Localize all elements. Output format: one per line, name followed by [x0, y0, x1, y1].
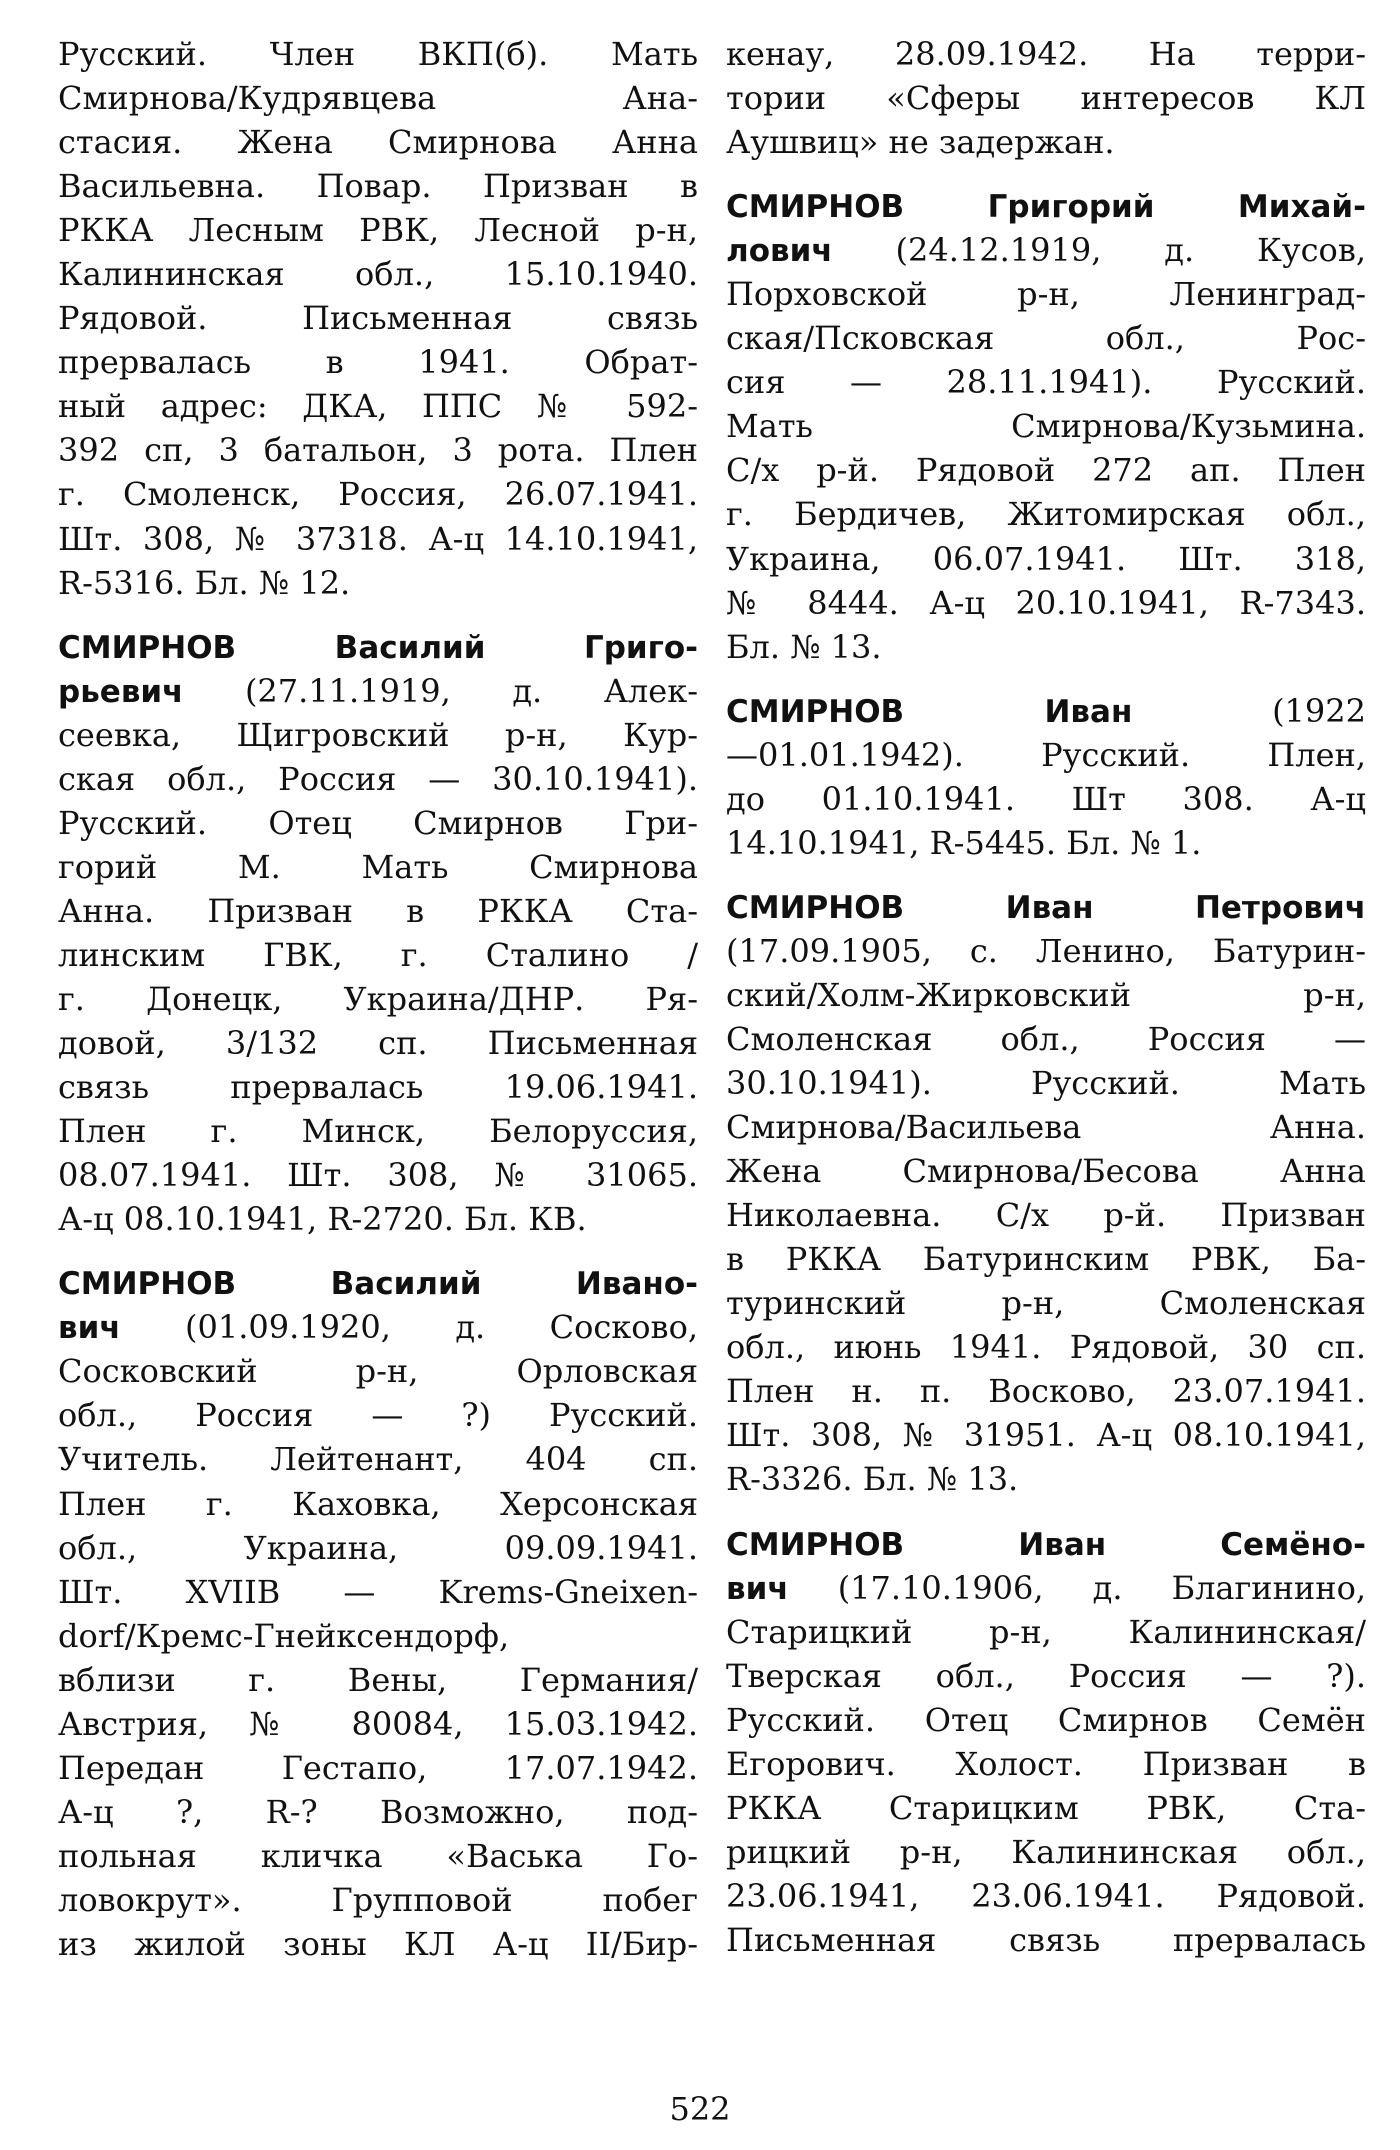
text-line [58, 32, 698, 76]
text-line [726, 733, 1366, 777]
text-line [58, 472, 698, 516]
entry-text: обл., июнь 1941. Рядовой, 30 сп. [726, 1328, 1366, 1367]
entry-name-heading: вич [726, 1570, 789, 1607]
entry-name-heading: рьевич [58, 673, 184, 710]
text-line [58, 1153, 698, 1197]
text-line [726, 1413, 1366, 1457]
text-line [726, 1105, 1366, 1149]
text-line [58, 1393, 698, 1437]
text-line [726, 777, 1366, 821]
entry-text: Сосковский р-н, Орловская [58, 1352, 698, 1391]
entry-text: Передан Гестапо, 17.07.1942. [58, 1748, 698, 1787]
text-line [726, 1017, 1366, 1061]
text-line [726, 404, 1366, 448]
entry-text: Русский. Отец Смирнов Гри- [58, 803, 698, 842]
text-line [58, 1109, 698, 1153]
entry-text: прервалась в 1941. Обрат- [58, 343, 698, 382]
text-line [726, 1325, 1366, 1369]
text-line [726, 492, 1366, 536]
text-line [58, 517, 698, 561]
entry-name-heading: вич [58, 1310, 121, 1347]
text-line [726, 885, 1366, 929]
text-line [726, 448, 1366, 492]
entry-text: R-5316. Бл. № 12. [58, 563, 351, 602]
entry-text: Калининская обл., 15.10.1940. [58, 255, 698, 294]
text-line [58, 757, 698, 801]
text-line [58, 1922, 698, 1966]
text-line [726, 1149, 1366, 1193]
text-line [58, 933, 698, 977]
left-column [58, 32, 698, 1966]
entry-text: (27.11.1919, д. Алек- [183, 671, 698, 710]
text-line [726, 1281, 1366, 1325]
entry-name-heading: СМИРНОВ Иван [726, 693, 1133, 730]
text-line [58, 1658, 698, 1702]
text-line [58, 1834, 698, 1878]
text-line [58, 428, 698, 472]
entry-text: Аушвиц» не задержан. [726, 123, 1115, 162]
entry-text: —01.01.1942). Русский. Плен, [726, 735, 1366, 774]
text-line [58, 1305, 698, 1349]
entry-text: Плен н. п. Восково, 23.07.1941. [726, 1372, 1366, 1411]
text-line [58, 977, 698, 1021]
entry-text: С/х р-й. Рядовой 272 ап. Плен [726, 451, 1366, 490]
entry-text: dorf/Кремс-Гнейксендорф, [58, 1616, 510, 1655]
text-line [726, 228, 1366, 272]
entry-text: вблизи г. Вены, Германия/ [58, 1660, 698, 1699]
entry-text: Жена Смирнова/Бесова Анна [726, 1152, 1366, 1191]
entry-text: Смирнова/Васильева Анна. [726, 1108, 1366, 1147]
entry-text: 392 сп, 3 батальон, 3 рота. Плен [58, 431, 698, 470]
entry-text: связь прервалась 19.06.1941. [58, 1068, 698, 1107]
entry-separator [726, 1502, 1366, 1522]
text-line [58, 296, 698, 340]
entry-text: стасия. Жена Смирнова Анна [58, 123, 698, 162]
text-line [726, 1830, 1366, 1874]
entry-text: г. Донецк, Украина/ДНР. Ря- [58, 979, 698, 1018]
entry-text: 08.07.1941. Шт. 308, № 31065. [58, 1156, 698, 1195]
entry-text: (17.09.1905, с. Ленино, Батурин- [726, 931, 1366, 970]
text-line [726, 689, 1366, 733]
text-line [726, 1918, 1366, 1962]
entry-text: Шт. XVIIB — Krems-Gneixen- [58, 1572, 698, 1611]
text-line [58, 1349, 698, 1393]
entry-text: (17.10.1906, д. Благинино, [788, 1568, 1366, 1607]
text-line [726, 1566, 1366, 1610]
entry-text: ловокрут». Групповой побег [58, 1880, 698, 1919]
entry-text: тории «Сферы интересов КЛ [726, 79, 1366, 118]
entry-text: № 8444. А-ц 20.10.1941, R-7343. [726, 583, 1366, 622]
entry-text: РККА Лесным РВК, Лесной р-н, [58, 211, 698, 250]
entry-text: 30.10.1941). Русский. Мать [726, 1064, 1366, 1103]
text-line [726, 1698, 1366, 1742]
text-line [726, 32, 1366, 76]
text-line [58, 669, 698, 713]
text-line [58, 1702, 698, 1746]
text-line [58, 1878, 698, 1922]
entry-text: Тверская обл., Россия — ?). [726, 1656, 1366, 1695]
text-line [58, 340, 698, 384]
entry-text: кенау, 28.09.1942. На терри- [726, 35, 1366, 73]
entry-text: обл., Россия — ?) Русский. [58, 1396, 698, 1435]
entry-text: (01.09.1920, д. Сосково, [120, 1308, 698, 1347]
text-line [726, 1786, 1366, 1830]
entry-text: г. Смоленск, Россия, 26.07.1941. [58, 475, 698, 514]
text-line [58, 1437, 698, 1481]
entry-text: Бл. № 13. [726, 627, 882, 666]
entry-text: РККА Старицким РВК, Ста- [726, 1788, 1366, 1827]
text-line [58, 845, 698, 889]
entry-text: польная кличка «Васька Го- [58, 1836, 698, 1875]
text-line [58, 1065, 698, 1109]
text-line [58, 1790, 698, 1834]
text-line [726, 929, 1366, 973]
entry-name-heading: СМИРНОВ Василий Григо- [58, 629, 698, 666]
text-line [726, 973, 1366, 1017]
entry-text: Егорович. Холост. Призван в [726, 1744, 1366, 1783]
text-line [726, 1369, 1366, 1413]
text-line [726, 76, 1366, 120]
text-line [726, 1522, 1366, 1566]
text-line [726, 120, 1366, 164]
entry-text: А-ц ?, R-? Возможно, под- [58, 1792, 698, 1831]
text-line [58, 252, 698, 296]
entry-text: сеевка, Щигровский р-н, Кур- [58, 715, 698, 754]
entry-separator [726, 164, 1366, 184]
entry-text: Смирнова/Кудрявцева Ана- [58, 79, 698, 118]
entry-text: довой, 3/132 сп. Письменная [58, 1024, 698, 1063]
text-line [58, 1526, 698, 1570]
entry-text: Смоленская обл., Россия — [726, 1019, 1366, 1058]
text-line [726, 1237, 1366, 1281]
entry-text: ный адрес: ДКА, ППС № 592- [58, 387, 698, 426]
entry-name-heading: лович [726, 233, 833, 270]
entry-text: Украина, 06.07.1941. Шт. 318, [726, 539, 1366, 578]
entry-name-heading: СМИРНОВ Иван Петрович [726, 889, 1366, 926]
entry-text: Русский. Отец Смирнов Семён [726, 1700, 1366, 1739]
entry-separator [726, 865, 1366, 885]
entry-text: Плен г. Каховка, Херсонская [58, 1484, 698, 1523]
entry-text: туринский р-н, Смоленская [726, 1284, 1366, 1323]
text-line [58, 625, 698, 669]
text-line [726, 581, 1366, 625]
entry-text: Рядовой. Письменная связь [58, 299, 698, 338]
entry-text: 14.10.1941, R-5445. Бл. № 1. [726, 823, 1202, 862]
entry-name-heading: СМИРНОВ Василий Ивано- [58, 1266, 698, 1303]
text-line [726, 537, 1366, 581]
text-line [58, 561, 698, 605]
entry-text: Николаевна. С/х р-й. Призван [726, 1196, 1366, 1235]
entry-text: Мать Смирнова/Кузьмина. [726, 407, 1366, 446]
text-line [726, 1061, 1366, 1105]
entry-text: Анна. Призван в РККА Ста- [58, 891, 698, 930]
entry-text: линским ГВК, г. Сталино / [58, 935, 698, 974]
entry-text: Порховской р-н, Ленинград- [726, 275, 1366, 314]
entry-name-heading: СМИРНОВ Иван Семёно- [726, 1526, 1366, 1563]
text-line [726, 316, 1366, 360]
entry-text: в РККА Батуринским РВК, Ба- [726, 1240, 1366, 1279]
text-line [726, 1874, 1366, 1918]
entry-text: (24.12.1919, д. Кусов, [832, 231, 1366, 270]
text-line [58, 1746, 698, 1790]
entry-text: г. Бердичев, Житомирская обл., [726, 495, 1366, 534]
entry-name-heading: СМИРНОВ Григорий Михай- [726, 189, 1366, 226]
text-line [58, 1482, 698, 1526]
entry-text: горий М. Мать Смирнова [58, 847, 698, 886]
text-line [58, 1261, 698, 1305]
entry-text: ский/Холм-Жирковский р-н, [726, 975, 1366, 1014]
text-line [58, 1614, 698, 1658]
text-line [726, 625, 1366, 669]
entry-text: сия — 28.11.1941). Русский. [726, 363, 1366, 402]
text-line [726, 184, 1366, 228]
text-line [726, 1610, 1366, 1654]
text-line [58, 1021, 698, 1065]
text-line [58, 801, 698, 845]
text-line [726, 1457, 1366, 1501]
entry-text: Шт. 308, № 37318. А-ц 14.10.1941, [58, 519, 698, 558]
text-line [726, 821, 1366, 865]
entry-text: ская обл., Россия — 30.10.1941). [58, 759, 698, 798]
right-column [726, 32, 1366, 1962]
entry-text: 23.06.1941, 23.06.1941. Рядовой. [726, 1876, 1366, 1915]
entry-text: Русский. Член ВКП(б). Мать [58, 35, 698, 73]
entry-text: Старицкий р-н, Калининская/ [726, 1612, 1366, 1651]
text-line [58, 1197, 698, 1241]
text-line [726, 1654, 1366, 1698]
entry-text: А-ц 08.10.1941, R-2720. Бл. КВ. [58, 1200, 587, 1239]
text-line [726, 1742, 1366, 1786]
entry-text: до 01.10.1941. Шт 308. А-ц [726, 779, 1366, 818]
text-line [58, 1570, 698, 1614]
entry-text: Австрия, № 80084, 15.03.1942. [58, 1704, 698, 1743]
entry-text: Шт. 308, № 31951. А-ц 08.10.1941, [726, 1416, 1366, 1455]
entry-text: R-3326. Бл. № 13. [726, 1460, 1019, 1499]
entry-text: Плен г. Минск, Белоруссия, [58, 1112, 698, 1151]
entry-separator [726, 669, 1366, 689]
page-number: 522 [669, 2090, 731, 2128]
entry-text: ская/Псковская обл., Рос- [726, 319, 1366, 358]
text-line [58, 164, 698, 208]
text-line [58, 384, 698, 428]
text-line [58, 76, 698, 120]
entry-text: (1922 [1132, 691, 1366, 730]
entry-separator [58, 1241, 698, 1261]
entry-text: обл., Украина, 09.09.1941. [58, 1528, 698, 1567]
entry-text: из жилой зоны КЛ А-ц II/Бир- [58, 1924, 698, 1963]
entry-text: Письменная связь прервалась [726, 1920, 1366, 1959]
entry-separator [58, 605, 698, 625]
text-line [58, 120, 698, 164]
entry-text: рицкий р-н, Калининская обл., [726, 1832, 1366, 1871]
entry-text: Учитель. Лейтенант, 404 сп. [58, 1440, 698, 1479]
text-line [58, 713, 698, 757]
text-line [58, 208, 698, 252]
entry-text: Васильевна. Повар. Призван в [58, 167, 698, 206]
text-line [58, 889, 698, 933]
text-line [726, 1193, 1366, 1237]
text-line [726, 272, 1366, 316]
text-line [726, 360, 1366, 404]
